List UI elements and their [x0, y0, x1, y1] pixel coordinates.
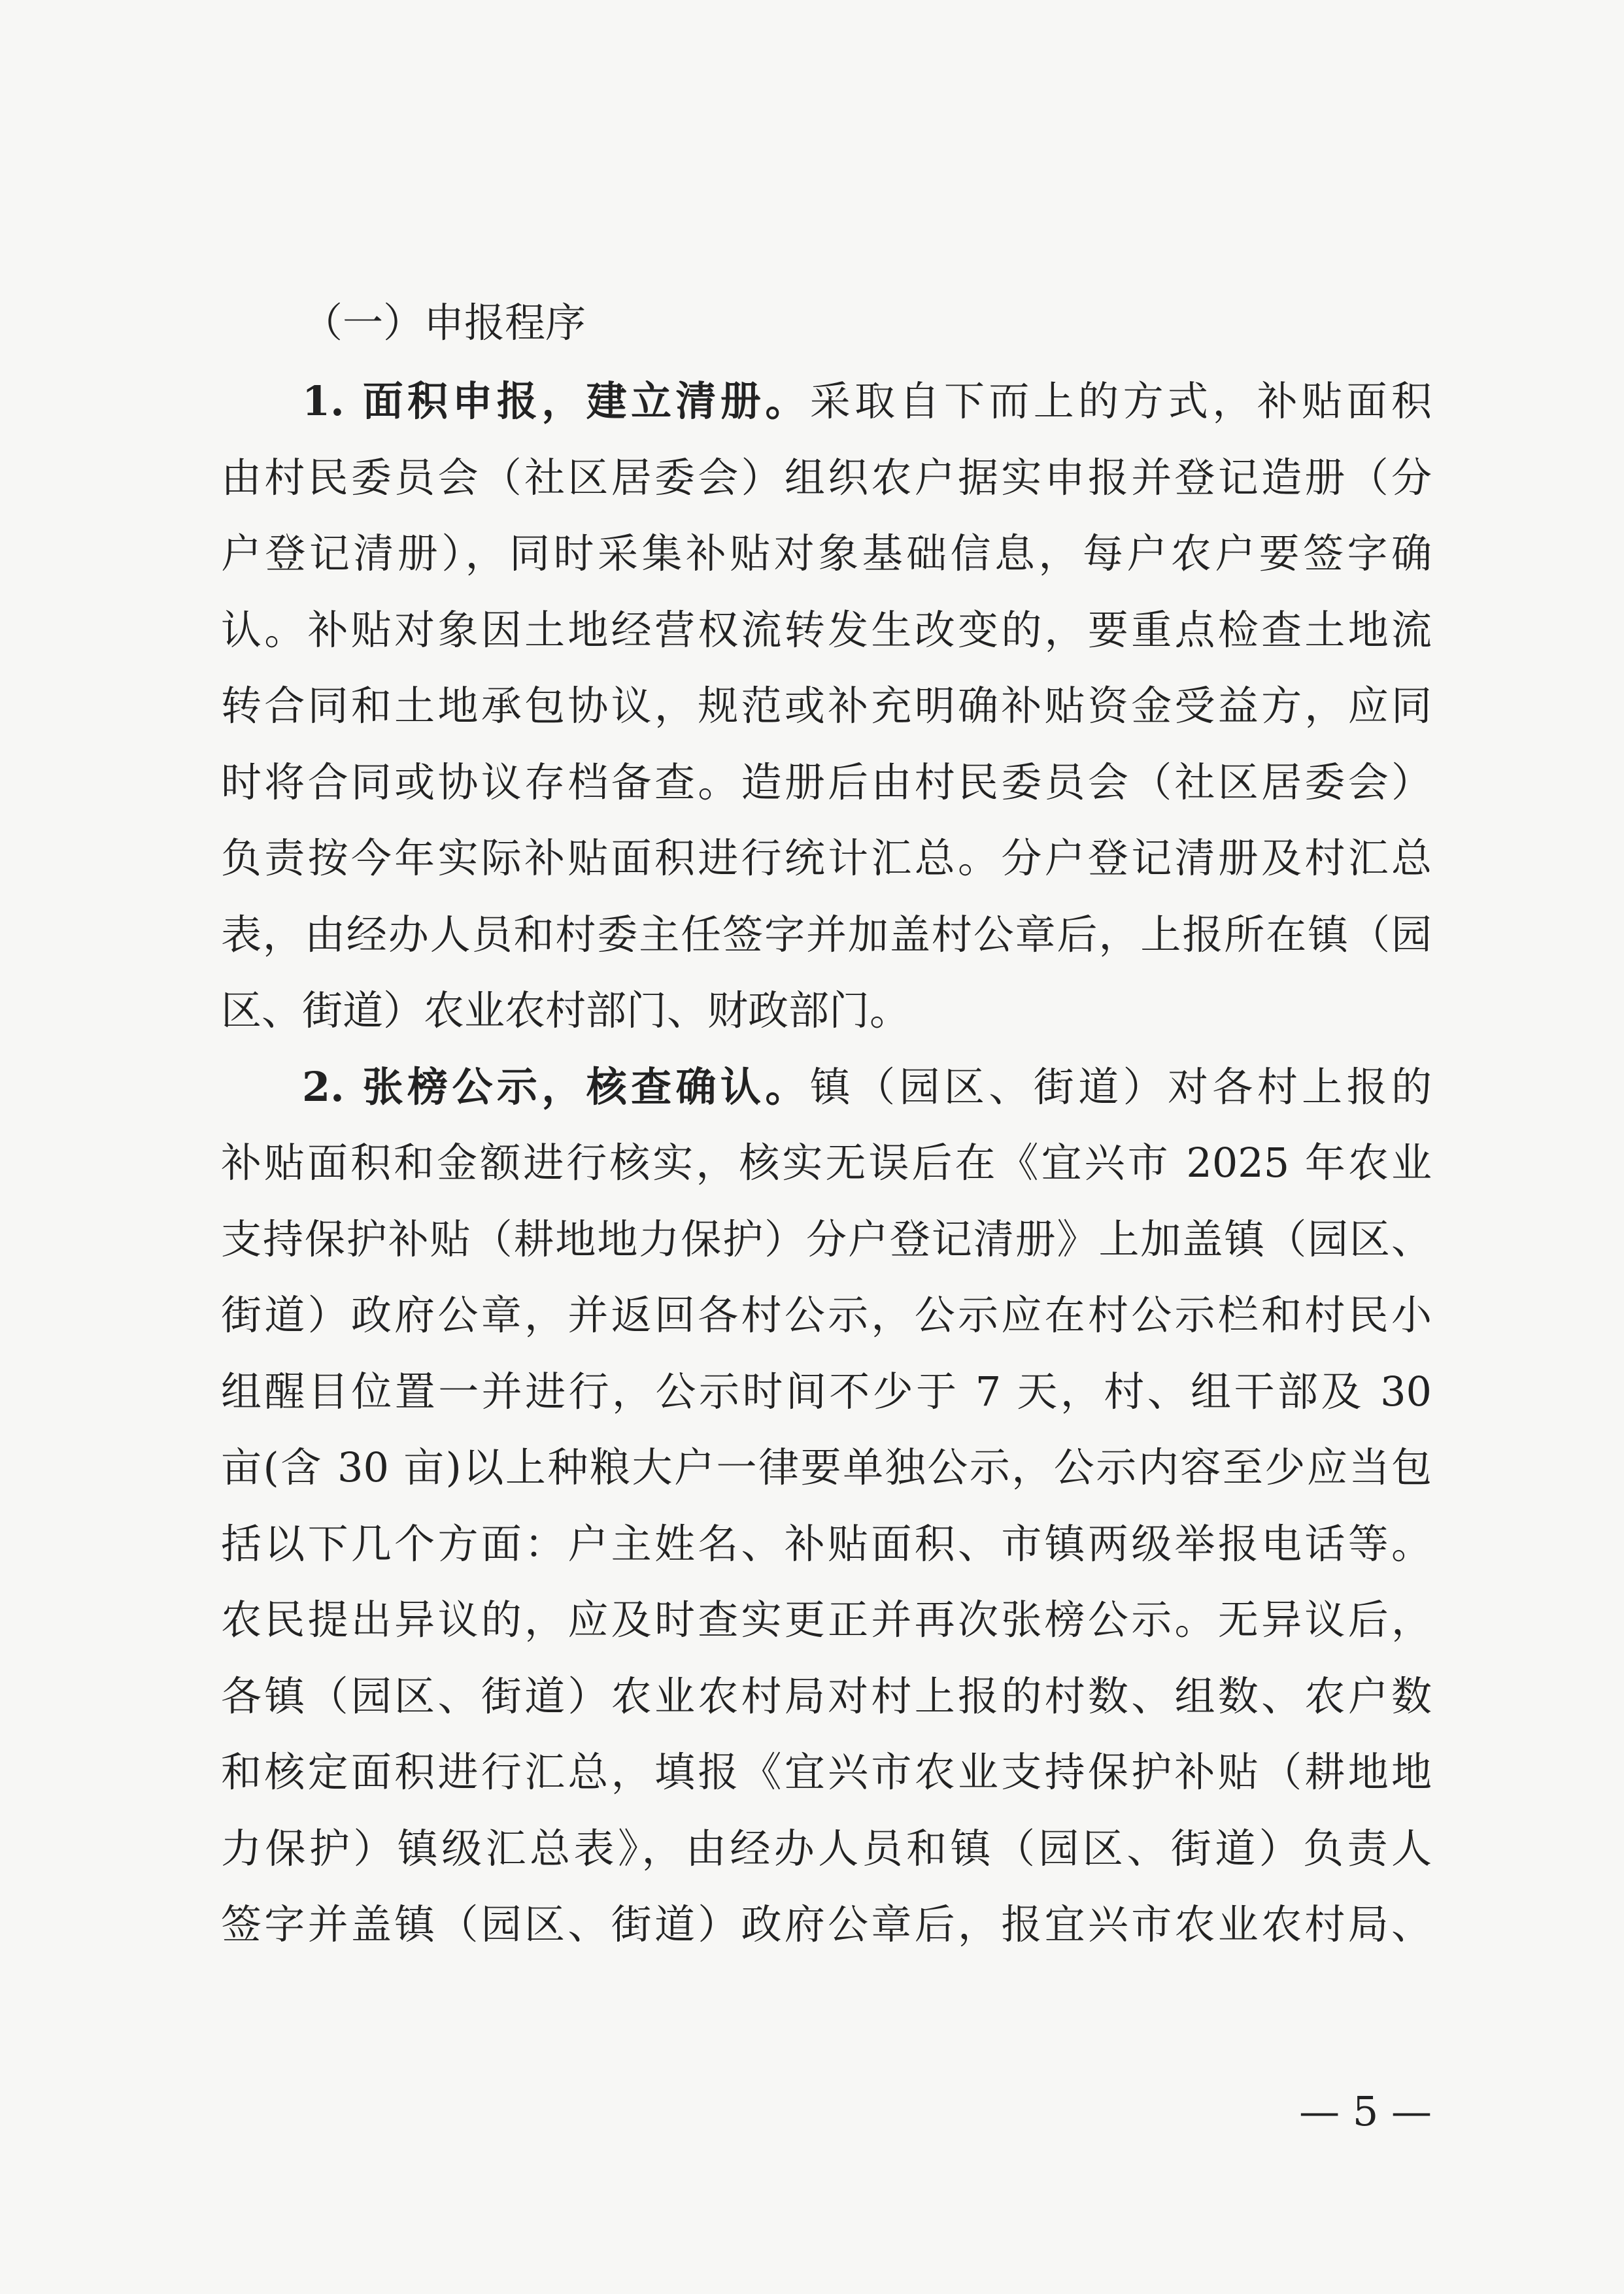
paragraph-public-notice: [221, 1049, 1432, 1963]
paragraph-line: 亩(含 30 亩)以上种粮大户一律要单独公示，公示内容至少应当包: [221, 1443, 1432, 1491]
document-body: [221, 282, 1432, 1963]
paragraph-line: [221, 363, 1432, 440]
paragraph-line: 由村民委员会（社区居委会）组织农户据实申报并登记造册（分: [221, 453, 1432, 501]
paragraph-line: 签字并盖镇（园区、街道）政府公章后，报宜兴市农业农村局、: [221, 1900, 1432, 1948]
page-number: — 5 —: [1299, 2087, 1432, 2135]
paragraph-line: 括以下几个方面：户主姓名、补贴面积、市镇两级举报电话等。: [221, 1519, 1432, 1568]
paragraph-line: 表，由经办人员和村委主任签字并加盖村公章后，上报所在镇（园: [221, 910, 1432, 958]
paragraph-line: 区、街道）农业农村部门、财政部门。: [221, 987, 911, 1034]
paragraph-line: 补贴面积和金额进行核实，核实无误后在《宜兴市 2025 年农业: [221, 1139, 1432, 1187]
paragraph-line: 组醒目位置一并进行，公示时间不少于 7 天，村、组干部及 30: [221, 1367, 1432, 1415]
paragraph-line: [221, 1049, 1432, 1126]
paragraph-line: 农民提出异议的，应及时查实更正并再次张榜公示。无异议后，: [221, 1596, 1432, 1644]
paragraph-line: 街道）政府公章，并返回各村公示，公示应在村公示栏和村民小: [221, 1291, 1432, 1339]
paragraph-line: 转合同和土地承包协议，规范或补充明确补贴资金受益方，应同: [221, 682, 1432, 730]
paragraph-lead: 1. 面积申报，建立清册。: [302, 377, 810, 425]
paragraph-text: 采取自下而上的方式，补贴面积: [809, 377, 1432, 425]
section-heading: （一）申报程序: [302, 299, 586, 346]
paragraph-line: 和核定面积进行汇总，填报《宜兴市农业支持保护补贴（耕地地: [221, 1748, 1432, 1796]
paragraph-line: 力保护）镇级汇总表》，由经办人员和镇（园区、街道）负责人: [221, 1824, 1432, 1872]
paragraph-line: 各镇（园区、街道）农业农村局对村上报的村数、组数、农户数: [221, 1672, 1432, 1720]
paragraph-text: 镇（园区、街道）对各村上报的: [809, 1062, 1432, 1111]
paragraph-line: 户登记清册），同时采集补贴对象基础信息，每户农户要签字确: [221, 530, 1432, 577]
paragraph-line: 负责按今年实际补贴面积进行统计汇总。分户登记清册及村汇总: [221, 834, 1432, 882]
paragraph-line: 时将合同或协议存档备查。造册后由村民委员会（社区居委会）: [221, 758, 1432, 806]
paragraph-line: 认。补贴对象因土地经营权流转发生改变的，要重点检查土地流: [221, 605, 1432, 654]
paragraph-lead: 2. 张榜公示，核查确认。: [302, 1062, 810, 1111]
paragraph-line: 支持保护补贴（耕地地力保护）分户登记清册》上加盖镇（园区、: [221, 1215, 1432, 1263]
paragraph-area-declaration: [221, 363, 1432, 1049]
